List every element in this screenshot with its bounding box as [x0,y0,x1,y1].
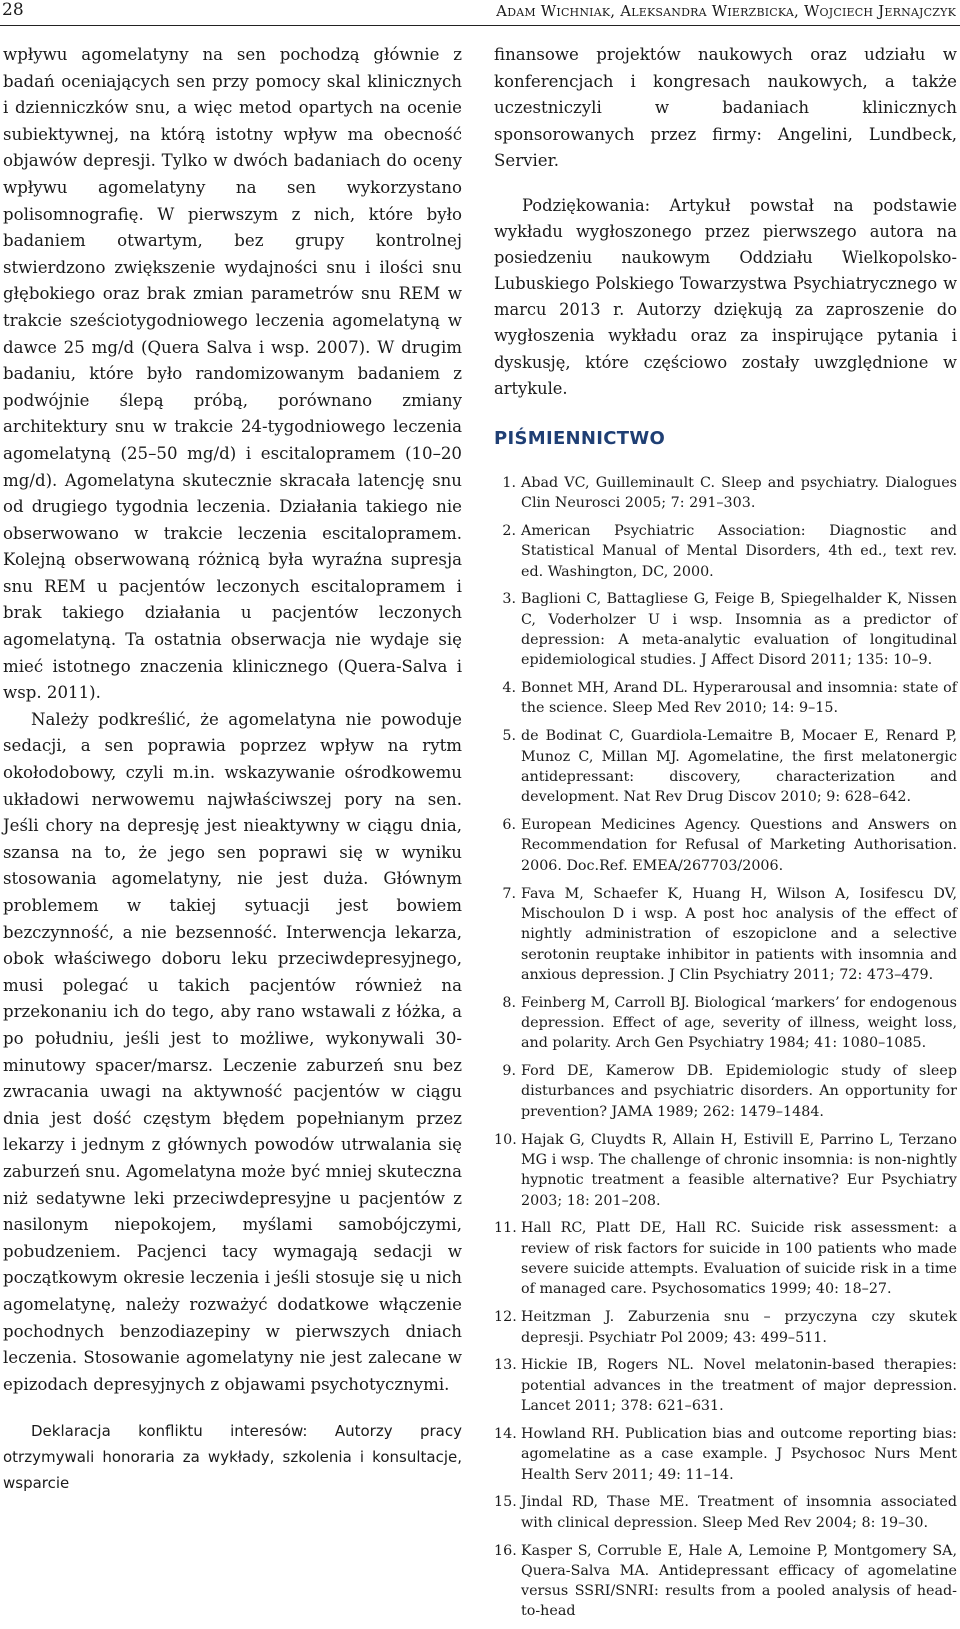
reference-text: American Psychiatric Association: Diagnostic and Statistical Manual of Mental Disorders, 4th ed., text rev. ed. Washington, DC, 2000. [521,522,957,580]
reference-text: Kasper S, Corruble E, Hale A, Lemoine P, Montgomery SA, Quera-Salva MA. Antidepressant efficacy of agomelatine versus SSRI/SNRI: results from a pooled analysis of head-to-head [521,1542,957,1620]
reference-number: 1. [502,474,516,491]
reference-item [494,884,957,985]
reference-number: 5. [502,728,516,745]
reference-item [494,1218,957,1299]
reference-item [494,1307,957,1348]
declaration-continuation: finansowe projektów naukowych oraz udziału w konferencjach i kongresach naukowych, a także uczestniczyli w badaniach klinicznych sponsorowanych przez firmy: Angelini, Lundbeck, Servier. [494,45,957,171]
reference-text: European Medicines Agency. Questions and Answers on Recommendation for Refusal of Marketing Authorisation. 2006. Doc.Ref. EMEA/267703/2006. [521,817,957,874]
reference-number: 16. [494,1542,517,1559]
reference-item [494,473,957,514]
reference-item [494,1541,957,1622]
running-head-authors: Adam Wichniak, Aleksandra Wierzbicka, Wojciech Jernajczyk [496,2,956,20]
page-header [0,0,960,28]
reference-text: Hickie IB, Rogers NL. Novel melatonin-based therapies: potential advances in the treatment of major depression. Lancet 2011; 378: 621–631. [521,1357,957,1415]
reference-item [494,1061,957,1122]
reference-item [494,815,957,876]
reference-text: Jindal RD, Thase ME. Treatment of insomnia associated with clinical depression. Sleep Med Rev 2004; 8: 19–30. [521,1494,957,1531]
reference-item [494,1424,957,1485]
body-paragraph: wpływu agomelatyny na sen pochodzą głównie z badań oceniających sen przy pomocy skal klinicznych i dzienniczków snu, a więc metod opartych na ocenie subiektywnej, na którą istotny wpływ ma obecność objawów depresji. Tylko w dwóch badaniach do oceny wpływu agomelatyny na sen wykorzystano polisomnografię. W pierwszym z nich, które było badaniem otwartym, bez grupy kontrolnej stwierdzono zwiększenie wydajności snu i ilości snu głębokiego oraz brak zmian parametrów snu REM w trakcie sześciotygodniowego leczenia agomelatyną w dawce 25 mg/d (Quera Salva i wsp. 2007). W drugim badaniu, które było randomizowanym badaniem z podwójnie ślepą próbą, porównano zmiany architektury snu w trakcie 24-tygodniowego leczenia agomelatyną (25–50 mg/d) i escitalopramem (10–20 mg/d). Agomelatyna skutecznie skracała latencję snu od drugiego tygodnia leczenia. Działania takiego nie obserwowano w trakcie leczenia escitalopramem. Kolejną obserwowaną różnicą była wyraźna supresja snu REM u pacjentów leczonych escitalopramem i brak takiego działania u pacjentów leczonych agomelatyną. Ta ostatnia obserwacja nie wydaje się mieć istotnego znaczenia klinicznego (Quera-Salva i wsp. 2011). [3,45,462,703]
reference-item [494,1355,957,1416]
reference-text: Fava M, Schaefer K, Huang H, Wilson A, Iosifescu DV, Mischoulon D i wsp. A post hoc analysis of the effect of nightly administration of eszopiclone and a selective serotonin reuptake inhibitor in patients with insomnia and anxious depression. J Clin Psychiatry 2011; 72: 473–479. [521,885,957,983]
reference-item [494,521,957,582]
reference-text: de Bodinat C, Guardiola-Lemaitre B, Mocaer E, Renard P, Munoz C, Millan MJ. Agomelatine, the first melatonergic antidepressant: discovery, characterization and development. Nat Rev Drug Discov 2010; 9: 628–642. [521,728,957,806]
reference-number: 8. [502,994,516,1011]
reference-number: 3. [502,591,516,608]
reference-number: 12. [494,1309,517,1326]
reference-item [494,678,957,719]
right-column [494,42,957,1629]
reference-item [494,993,957,1054]
reference-text: Hajak G, Cluydts R, Allain H, Estivill E, Parrino L, Terzano MG i wsp. The challenge of chronic insomnia: is non-nightly hypnotic treatment a feasible alternative? Eur Psychiatry 2003; 18: 201–208. [521,1131,957,1209]
reference-text: Heitzman J. Zaburzenia snu – przyczyna czy skutek depresji. Psychiatr Pol 2009; 43: 499–511. [521,1309,957,1346]
reference-number: 9. [502,1063,516,1080]
reference-item [494,726,957,807]
references-list [494,473,957,1622]
reference-text: Ford DE, Kamerow DB. Epidemiologic study of sleep disturbances and psychiatric disorders. An opportunity for prevention? JAMA 1989; 262: 1479–1484. [521,1063,957,1120]
left-column [3,42,462,1496]
conflict-of-interest-declaration: Deklaracja konfliktu interesów: Autorzy pracy otrzymywali honoraria za wykłady, szkolenia i konsultacje, wsparcie [3,1422,462,1493]
reference-text: Baglioni C, Battagliese G, Feige B, Spiegelhalder K, Nissen C, Voderholzer U i wsp. Insomnia as a predictor of depression: A meta-analytic evaluation of longitudinal epidemiological studies. J Affect Disord 2011; 135: 10–9. [521,591,957,669]
reference-item [494,1492,957,1533]
header-rule [0,25,960,26]
reference-number: 7. [502,885,516,902]
reference-text: Howland RH. Publication bias and outcome reporting bias: agomelatine as a case example. J Psychosoc Nurs Ment Health Serv 2011; 49: 11–14. [521,1425,957,1483]
reference-number: 10. [494,1131,517,1148]
reference-text: Feinberg M, Carroll BJ. Biological ‘markers’ for endogenous depression. Effect of age, severity of illness, weight loss, and polarity. Arch Gen Psychiatry 1984; 41: 1080–1085. [521,994,957,1052]
reference-number: 2. [502,522,516,539]
reference-number: 15. [494,1494,517,1511]
acknowledgements: Podziękowania: Artykuł powstał na podstawie wykładu wygłoszonego przez pierwszego autora na posiedzeniu naukowym Oddziału Wielkopolsko-Lubuskiego Polskiego Towarzystwa Psychiatrycznego w marcu 2013 r. Autorzy dziękują za zaproszenie do wygłoszenia wykładu oraz za inspirujące pytania i dyskusję, które częściowo zostały uwzględnione w artykule. [494,195,957,398]
reference-item [494,1130,957,1211]
reference-item [494,589,957,670]
references-heading: PIŚMIENNICTWO [494,427,666,449]
reference-text: Abad VC, Guilleminault C. Sleep and psychiatry. Dialogues Clin Neurosci 2005; 7: 291–303. [521,474,957,512]
reference-number: 4. [502,680,516,697]
body-paragraph: Należy podkreślić, że agomelatyna nie powoduje sedacji, a sen poprawia poprzez wpływ na rytm okołodobowy, czyli m.in. wskazywanie ośrodkowemu układowi nerwowemu najwłaściwszej pory na sen. Jeśli chory na depresję jest nieaktywny w ciągu dnia, szansa na to, że jego sen poprawi się w wyniku stosowania agomelatyny, nie jest duża. Głównym problemem w takiej sytuacji jest bowiem bezczynność, a nie bezsenność. Interwencja lekarza, obok właściwego doboru leku przeciwdepresyjnego, musi polegać u takich pacjentów również na przekonaniu ich do tego, aby rano wstawali z łóżka, a po południu, jeśli jest to możliwe, wykonywali 30-minutowy spacer/marsz. Leczenie zaburzeń snu bez zwracania uwagi na aktywność pacjentów w ciągu dnia jest dość częstym błędem popełnianym przez lekarzy i jednym z głównych powodów utrwalania się zaburzeń snu. Agomelatyna może być mniej skuteczna niż sedatywne leki przeciwdepresyjne u pacjentów z nasilonym niepokojem, myślami samobójczymi, pobudzeniem. Pacjenci tacy wymagają sedacji w początkowym okresie leczenia i jeśli stosuje się u nich agomelatynę, należy rozważyć dodatkowe włączenie pochodnych benzodiazepiny w pierwszych dniach leczenia. Stosowanie agomelatyny nie jest zalecane w epizodach depresyjnych z objawami psychotycznymi. [3,709,462,1394]
page-number: 28 [2,0,24,20]
reference-text: Hall RC, Platt DE, Hall RC. Suicide risk assessment: a review of risk factors for suicide in 100 patients who made severe suicide attempts. Evaluation of suicide risk in a time of managed care. Psychosomatics 1999; 40: 18–27. [521,1220,957,1298]
reference-number: 13. [494,1357,517,1374]
reference-text: Bonnet MH, Arand DL. Hyperarousal and insomnia: state of the science. Sleep Med Rev 2010; 14: 9–15. [521,680,957,717]
reference-number: 6. [502,817,516,834]
reference-number: 14. [494,1425,517,1442]
reference-number: 11. [494,1220,517,1237]
